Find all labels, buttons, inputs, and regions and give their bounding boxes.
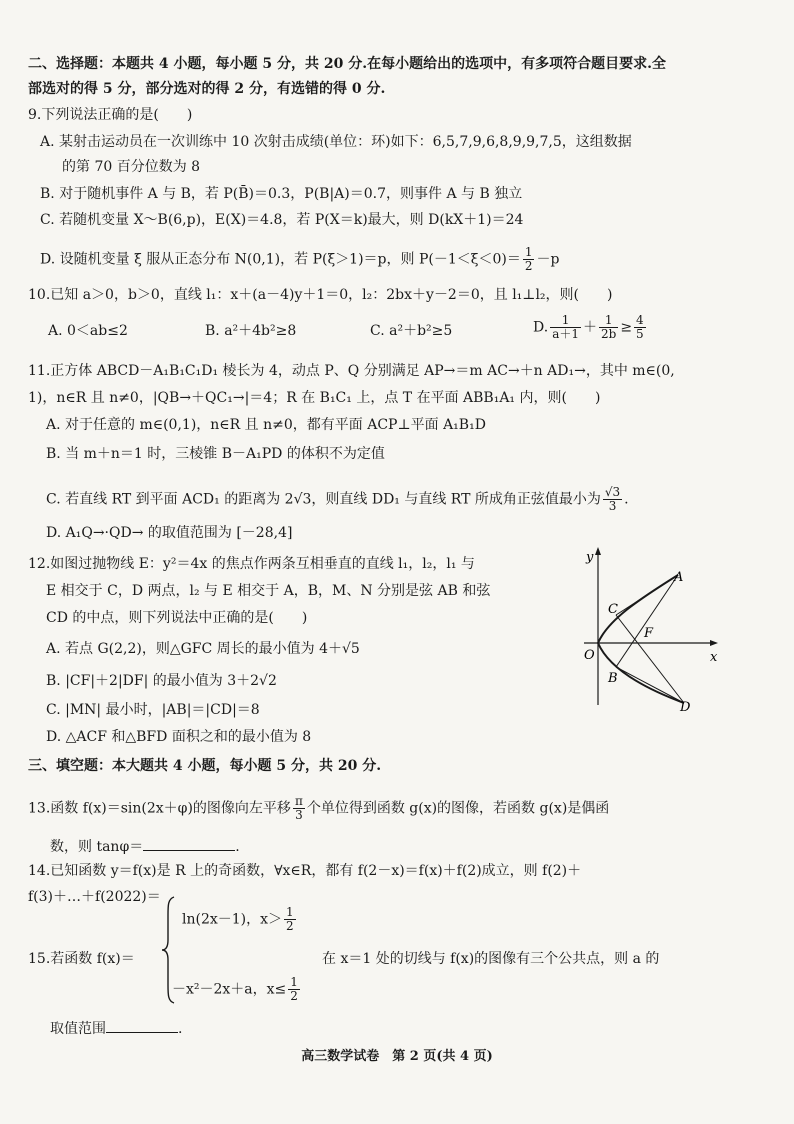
segment-bd [616, 667, 684, 703]
q13-stem: 13.函数 f(x)＝sin(2x＋φ)的图像向左平移 $\frac{\pi}{3}$ 个单位得到函数 g(x)的图像，若函数 g(x)是偶函 [28, 794, 610, 822]
q9-d-fraction: $\frac{1}{2}$ [524, 245, 533, 273]
q11-stem-line1: 11.正方体 ABCD－A₁B₁C₁D₁ 棱长为 4，动点 P、Q 分别满足 AP→＝m AC→＋n AD₁→，其中 m∈(0, [28, 363, 675, 379]
q15-prefix: 15.若函数 f(x)＝ [28, 951, 135, 967]
q12-option-a: A. 若点 G(2,2)，则△GFC 周长的最小值为 4＋√5 [46, 641, 360, 657]
q12-stem-line2: E 相交于 C，D 两点，l₂ 与 E 相交于 A，B，M、N 分别是弦 AB 和弦 [46, 583, 491, 599]
label-a: A [674, 570, 684, 585]
label-o: O [584, 648, 595, 663]
q9-option-a-cont: 的第 70 百分位数为 8 [62, 159, 201, 175]
q15-post: 在 x＝1 处的切线与 f(x)的图像有三个公共点，则 a 的 [322, 951, 660, 967]
q10-option-a: A. 0＜ab≤2 [48, 323, 128, 339]
q9-option-a: A. 某射击运动员在一次训练中 10 次射击成绩(单位：环)如下：6,5,7,9,6,8,9,9,7,5，这组数据 [40, 134, 632, 150]
q12-stem-line1: 12.如图过抛物线 E：y²＝4x 的焦点作两条互相垂直的直线 l₁，l₂，l₁ 与 [28, 556, 475, 572]
page-footer: 高三数学试卷 第 2 页(共 4 页) [301, 1049, 493, 1064]
q15-line2: 取值范围 . [50, 1018, 182, 1038]
q9-d-text: D. 设随机变量 ξ 服从正态分布 N(0,1)，若 P(ξ＞1)＝p，则 P(－1＜ξ＜0)＝ [40, 251, 521, 268]
q12-option-d: D. △ACF 和△BFD 面积之和的最小值为 8 [46, 729, 312, 745]
y-axis-arrow [595, 547, 601, 555]
section2-header-line1: 二、选择题：本题共 4 小题，每小题 5 分，共 20 分.在每小题给出的选项中，有多项符合题目要求.全 [28, 56, 666, 72]
q11-stem-line2: 1)，n∈R 且 n≠0，|QB→＋QC₁→|＝4；R 在 B₁C₁ 上，点 T 在平面 ABB₁A₁ 内，则( ) [28, 390, 601, 406]
label-f: F [644, 626, 654, 641]
q14-stem-line1: 14.已知函数 y＝f(x)是 R 上的奇函数，∀x∈R，都有 f(2－x)＝f(x)＋f(2)成立，则 f(2)＋ [28, 863, 582, 879]
q15-answer-blank[interactable] [106, 1018, 178, 1033]
label-d: D [680, 700, 691, 715]
section3-header: 三、填空题：本大题共 4 小题，每小题 5 分，共 20 分. [28, 758, 382, 774]
x-axis-arrow [710, 640, 718, 646]
label-x: x [710, 650, 718, 665]
q11-option-a: A. 对于任意的 m∈(0,1)，n∈R 且 n≠0，都有平面 ACP⊥平面 A₁B₁D [46, 417, 486, 433]
q14-stem-line2: f(3)＋…＋f(2022)＝ [28, 889, 161, 905]
q11-option-b: B. 当 m＋n＝1 时，三棱锥 B－A₁PD 的体积不为定值 [46, 446, 385, 462]
q9-option-c: C. 若随机变量 X～B(6,p)，E(X)＝4.8，若 P(X＝k)最大，则 D(kX＋1)＝24 [40, 212, 524, 228]
q11-option-c: C. 若直线 RT 到平面 ACD₁ 的距离为 2√3，则直线 DD₁ 与直线 RT 所成角正弦值最小为 $\frac{√3}{3}$ . [46, 485, 629, 513]
q15-case2: －x²－2x＋a，x≤ $\frac{1}{2}$ [172, 975, 298, 1003]
q9-option-b: B. 对于随机事件 A 与 B，若 P(B̄)＝0.3，P(B|A)＝0.7，则事件 A 与 B 独立 [40, 186, 523, 202]
q10-option-c: C. a²＋b²≥5 [370, 323, 453, 339]
q9-stem: 9.下列说法正确的是( ) [28, 107, 193, 123]
q12-option-b: B. |CF|＋2|DF| 的最小值为 3＋2√2 [46, 673, 277, 689]
parabola-figure [578, 545, 728, 715]
segment-ca [616, 575, 678, 615]
label-b: B [608, 671, 618, 686]
section2-header-line2: 部选对的得 5 分，部分选对的得 2 分，有选错的得 0 分. [28, 81, 386, 97]
label-c: C [608, 602, 618, 617]
q15-case1: ln(2x－1)，x＞ $\frac{1}{2}$ [182, 905, 294, 933]
q13-answer-blank[interactable] [143, 836, 235, 851]
line-ab [616, 575, 678, 667]
q12-option-c: C. |MN| 最小时，|AB|＝|CD|＝8 [46, 702, 260, 718]
q11-option-d: D. A₁Q→·QD→ 的取值范围为 [－28,4] [46, 525, 293, 541]
q9-option-d: D. 设随机变量 ξ 服从正态分布 N(0,1)，若 P(ξ＞1)＝p，则 P(－1＜ξ＜0)＝ $\frac{1}{2}$ －p [40, 245, 560, 273]
q12-stem-line3: CD 的中点，则下列说法中正确的是( ) [46, 610, 308, 626]
q10-option-d: D. $\frac{1}{a+1}$ ＋ $\frac{1}{2b}$ ≥ $\frac{4}{5}$ [533, 313, 644, 341]
label-y: y [586, 550, 594, 565]
q13-line2: 数，则 tanφ＝ . [50, 836, 240, 856]
q10-stem: 10.已知 a＞0，b＞0，直线 l₁：x＋(a－4)y＋1＝0，l₂：2bx＋y－2＝0，且 l₁⊥l₂，则( ) [28, 287, 613, 303]
q10-option-b: B. a²＋4b²≥8 [205, 323, 297, 339]
